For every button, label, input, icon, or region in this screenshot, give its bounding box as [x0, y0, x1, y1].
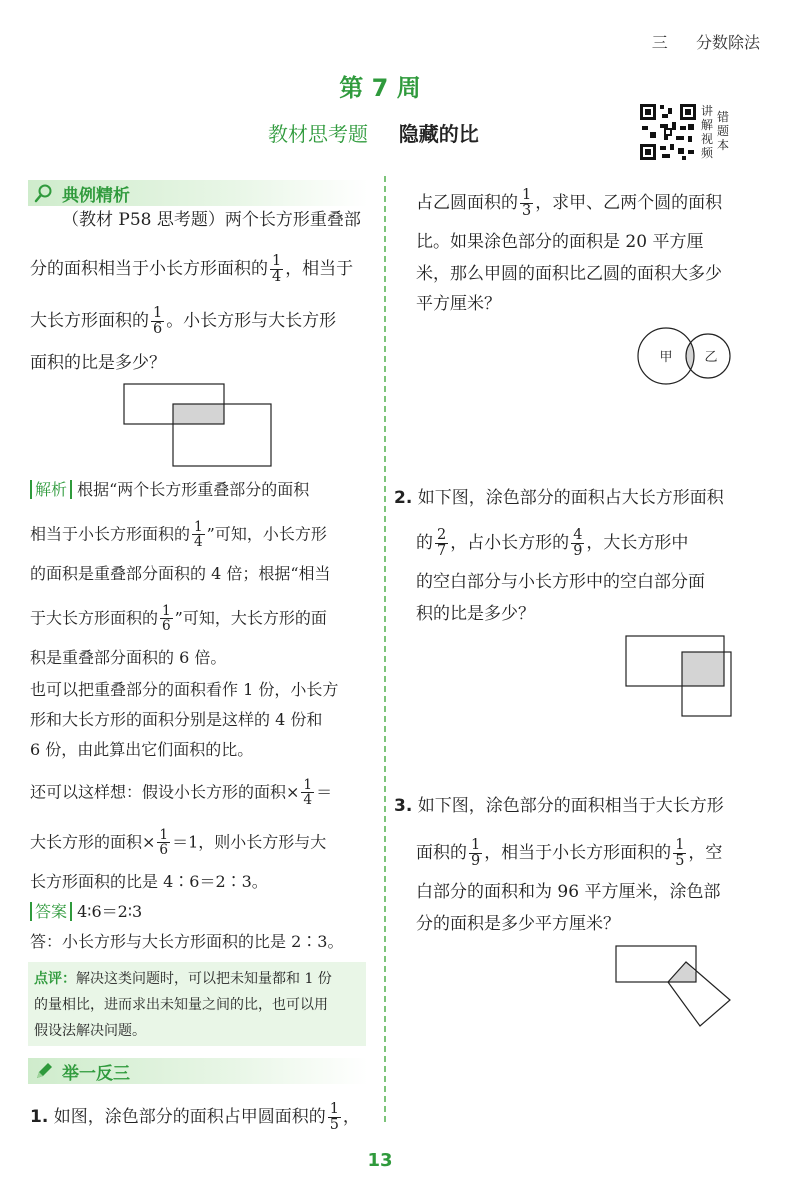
analysis-text-2a: 相当于小长方形面积的	[30, 524, 191, 544]
example-rectangles-figure	[120, 380, 280, 472]
fraction-numerator: 1	[471, 837, 481, 853]
fraction-denominator: 3	[522, 203, 532, 220]
subtitle	[268, 118, 479, 147]
chapter-title: 分数除法	[695, 33, 760, 52]
fraction-numerator: 1	[303, 777, 313, 793]
qr-code[interactable]	[638, 102, 698, 162]
qr-label-video: 讲解视频	[701, 104, 714, 160]
analysis-line-8: 6 份，由此算出它们面积的比。	[30, 740, 254, 759]
analysis-line-5: 积是重叠部分面积的 6 倍。	[30, 648, 227, 667]
analysis-text-10b: ＝1，则小长方形与大	[172, 832, 327, 852]
answer-statement: 答：小长方形与大长方形面积的比是 2∶3。	[30, 932, 344, 951]
analysis-text-9a: 还可以这样想：假设小长方形的面积×	[30, 782, 300, 802]
q2-line-2	[416, 528, 688, 559]
q1-line-1	[30, 1102, 360, 1133]
example-line-2	[30, 254, 353, 285]
fraction-denominator: 4	[194, 534, 203, 551]
comment-line-3: 假设法解决问题。	[34, 1023, 146, 1039]
analysis-line-1	[30, 482, 309, 498]
analysis-text-2b: ”可知，小长方形	[206, 524, 327, 544]
q2-text-2b: ，占小长方形的	[450, 533, 570, 554]
q2-text-2c: ，大长方形中	[586, 533, 689, 554]
section-example-header	[28, 180, 368, 206]
week-title: 第 7 周	[339, 74, 421, 102]
fraction-two-sevenths	[435, 528, 448, 559]
pencil-icon	[34, 1061, 54, 1081]
subtitle-label: 教材思考题	[268, 122, 368, 146]
fraction-denominator: 4	[303, 792, 313, 809]
fraction-numerator: 1	[159, 827, 169, 843]
fraction-one-fourth	[301, 778, 314, 808]
fraction-denominator: 6	[159, 842, 169, 859]
analysis-line-4	[30, 604, 327, 634]
answer-value: 4∶6＝2∶3	[77, 902, 143, 921]
q2-number: 2.	[394, 488, 413, 508]
q1-line-5: 平方厘米？	[416, 294, 501, 314]
fraction-denominator: 5	[675, 853, 685, 870]
q1-line-4: 米，那么甲圆的面积比乙圆的面积大多少	[416, 264, 722, 284]
fraction-denominator: 4	[272, 269, 282, 286]
q3-tilted-rectangle	[668, 962, 730, 1026]
comment-box	[28, 962, 366, 1046]
fraction-numerator: 4	[573, 527, 583, 543]
section-practice-header	[28, 1058, 368, 1084]
page-number: 13	[367, 1150, 393, 1171]
comment-text-1: 解决这类问题时，可以把未知量都和 1 份	[76, 971, 332, 987]
fraction-numerator: 1	[272, 253, 282, 269]
example-line-2b: ，相当于	[285, 259, 354, 280]
analysis-text-10a: 大长方形的面积×	[30, 832, 156, 852]
analysis-line-7: 形和大长方形的面积分别是这样的 4 份和	[30, 710, 323, 729]
example-line-4: 面积的比是多少？	[30, 353, 166, 373]
circle-jia-label: 甲	[659, 350, 673, 365]
analysis-line-11: 长方形面积的比是 4∶6＝2∶3。	[30, 872, 268, 891]
column-divider	[384, 176, 386, 1122]
q3-number: 3.	[394, 796, 413, 816]
analysis-text-9b: ＝	[316, 782, 333, 802]
subtitle-topic: 隐藏的比	[398, 122, 479, 146]
q1-line-2	[416, 188, 722, 219]
q3-text-2a: 面积的	[416, 843, 467, 864]
example-line-3b: 。小长方形与大长方形	[166, 311, 337, 332]
fraction-denominator: 5	[329, 1117, 339, 1134]
q3-text-2c: ，空	[688, 843, 723, 864]
q3-shapes-figure	[610, 940, 736, 1030]
q1-text-2a: 占乙圆面积的	[416, 193, 518, 214]
q3-line-4: 分的面积是多少平方厘米？	[416, 914, 620, 934]
fraction-one-fifth	[673, 838, 686, 869]
fraction-numerator: 2	[437, 527, 447, 543]
q2-line-1	[394, 490, 724, 507]
comment-line-1	[34, 968, 332, 988]
answer-tag: 答案	[30, 902, 72, 921]
fraction-numerator: 1	[153, 305, 163, 321]
fraction-denominator: 7	[437, 543, 447, 560]
fraction-one-sixth	[160, 604, 173, 634]
analysis-line-3: 的面积是重叠部分面积的 4 倍；根据“相当	[30, 564, 331, 583]
running-header	[652, 30, 760, 53]
magnifier-icon	[34, 183, 54, 203]
fraction-one-ninth	[469, 838, 482, 869]
fraction-numerator: 1	[329, 1101, 339, 1117]
fraction-denominator: 9	[573, 543, 583, 560]
fraction-numerator: 1	[194, 519, 203, 535]
qr-code-graphic	[638, 102, 698, 162]
q3-text-2b: ，相当于小长方形面积的	[484, 843, 672, 864]
fraction-numerator: 1	[522, 187, 532, 203]
comment-line-2: 的量相比，进而求出未知量之间的比，也可以用	[34, 997, 328, 1013]
q3-text-1: 如下图，涂色部分的面积相当于大长方形	[417, 796, 724, 816]
analysis-text-4b: ”可知，大长方形的面	[174, 608, 327, 628]
example-line-3	[30, 306, 336, 337]
overlap-shaded-area	[173, 404, 224, 424]
q2-rectangles-figure	[620, 630, 736, 722]
example-line-3a: 大长方形面积的	[30, 311, 149, 332]
fraction-four-ninths	[571, 528, 584, 559]
fraction-denominator: 9	[471, 853, 481, 870]
q1-text-2b: ，求甲、乙两个圆的面积	[535, 193, 723, 214]
answer-line	[30, 904, 142, 920]
section-example-title: 典例精析	[62, 185, 130, 206]
q3-overlap-shaded	[668, 962, 696, 982]
q2-overlap-shaded	[682, 652, 724, 686]
chapter-number: 三	[651, 33, 668, 52]
fraction-denominator: 6	[153, 321, 163, 338]
circles-figure	[636, 324, 736, 388]
example-line-1: （教材 P58 思考题）两个长方形重叠部	[62, 210, 361, 230]
q2-text-2a: 的	[416, 533, 433, 554]
q1-text-1a: 如图，涂色部分的面积占甲圆面积的	[53, 1107, 326, 1128]
fraction-one-sixth	[151, 306, 164, 337]
q3-line-2	[416, 838, 722, 869]
q1-text-1b: ，	[342, 1107, 360, 1128]
fraction-one-sixth	[157, 828, 170, 858]
analysis-text-4a: 于大长方形面积的	[30, 608, 159, 628]
analysis-line-2	[30, 520, 327, 550]
fraction-denominator: 6	[162, 618, 171, 635]
analysis-line-10	[30, 828, 326, 858]
q2-line-3: 的空白部分与小长方形中的空白部分面	[416, 572, 705, 592]
circle-yi-label: 乙	[704, 350, 718, 365]
fraction-one-fifth	[328, 1102, 341, 1133]
q2-text-1: 如下图，涂色部分的面积占大长方形面积	[417, 488, 724, 508]
comment-label: 点评：	[34, 971, 76, 987]
q3-line-1	[394, 798, 724, 815]
analysis-text-1: 根据“两个长方形重叠部分的面积	[77, 480, 310, 499]
q3-line-3: 白部分的面积和为 96 平方厘米，涂色部	[416, 882, 721, 902]
qr-label-mistakes: 错题本	[717, 110, 730, 152]
q1-line-3: 比。如果涂色部分的面积是 20 平方厘	[416, 232, 704, 252]
q1-number: 1.	[30, 1107, 49, 1128]
analysis-tag: 解析	[30, 480, 72, 499]
section-practice-title: 举一反三	[62, 1063, 130, 1084]
q2-line-4: 积的比是多少？	[416, 604, 535, 624]
analysis-line-6: 也可以把重叠部分的面积看作 1 份，小长方	[30, 680, 339, 699]
fraction-numerator: 1	[675, 837, 685, 853]
fraction-one-third	[520, 188, 533, 219]
fraction-one-fourth	[192, 520, 205, 550]
analysis-line-9	[30, 778, 332, 808]
example-line-2a: 分的面积相当于小长方形面积的	[30, 259, 268, 280]
fraction-numerator: 1	[162, 603, 171, 619]
fraction-one-fourth	[270, 254, 283, 285]
